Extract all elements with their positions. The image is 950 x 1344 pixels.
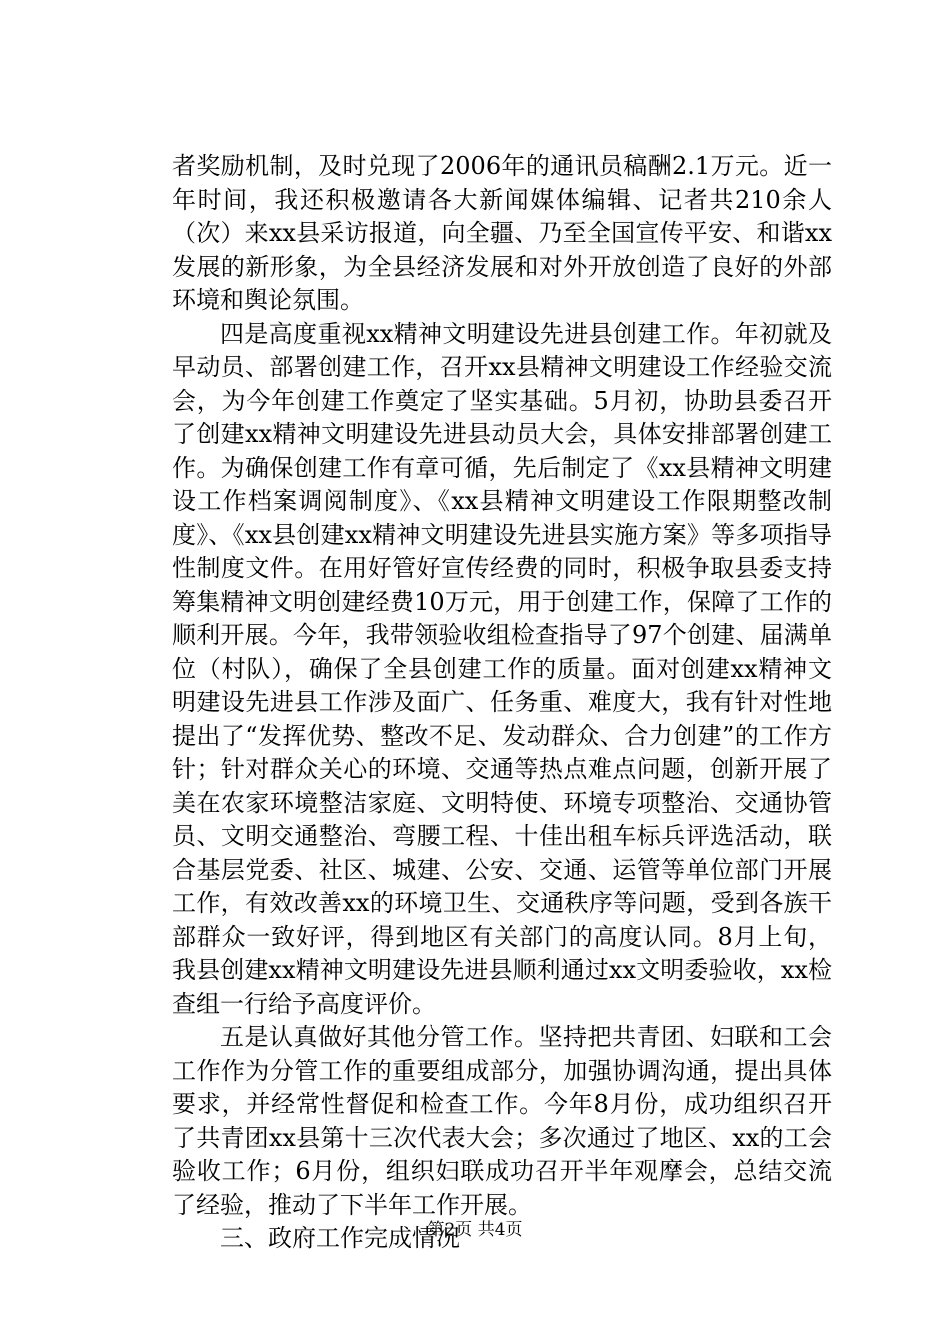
- paragraph-point-five: 五是认真做好其他分管工作。坚持把共青团、妇联和工会工作作为分管工作的重要组成部分，加强协调沟通，提出具体要求，并经常性督促和检查工作。今年8月份，成功组织召开了共青团xx县第十三次代表大会；多次通过了地区、xx的工会验收工作；6月份，组织妇联成功召开半年观摩会，总结交流了经验，推动了下半年工作开展。: [172, 1023, 832, 1219]
- paragraph-continuation: 者奖励机制，及时兑现了2006年的通讯员稿酬2.1万元。近一年时间，我还积极邀请各大新闻媒体编辑、记者共210余人（次）来xx县采访报道，向全疆、乃至全国宣传平安、和谐xx发展的新形象，为全县经济发展和对外开放创造了良好的外部环境和舆论氛围。: [172, 152, 832, 314]
- section-heading-three: 三、政府工作完成情况: [220, 1224, 460, 1252]
- page-number-footer: 第2页 共4页: [427, 1220, 523, 1240]
- paragraph-point-four: 四是高度重视xx精神文明建设先进县创建工作。年初就及早动员、部署创建工作，召开xx县精神文明建设工作经验交流会，为今年创建工作奠定了坚实基础。5月初，协助县委召开了创建xx精神文明建设先进县动员大会，具体安排部署创建工作。为确保创建工作有章可循，先后制定了《xx县精神文明建设工作档案调阅制度》、《xx县精神文明建设工作限期整改制度》、《xx县创建xx精神文明建设先进县实施方案》等多项指导性制度文件。在用好管好宣传经费的同时，积极争取县委支持筹集精神文明创建经费10万元，用于创建工作，保障了工作的顺利开展。今年，我带领验收组检查指导了97个创建、届满单位（村队），确保了全县创建工作的质量。面对创建xx精神文明建设先进县工作涉及面广、任务重、难度大，我有针对性地提出了“发挥优势、整改不足、发动群众、合力创建”的工作方针；针对群众关心的环境、交通等热点难点问题，创新开展了美在农家环境整洁家庭、文明特使、环境专项整治、交通协管员、文明交通整治、弯腰工程、十佳出租车标兵评选活动，联合基层党委、社区、城建、公安、交通、运管等单位部门开展工作，有效改善xx的环境卫生、交通秩序等问题，受到各族干部群众一致好评，得到地区有关部门的高度认同。8月上旬，我县创建xx精神文明建设先进县顺利通过xx文明委验收，xx检查组一行给予高度评价。: [172, 319, 832, 1018]
- document-body: [172, 150, 832, 1256]
